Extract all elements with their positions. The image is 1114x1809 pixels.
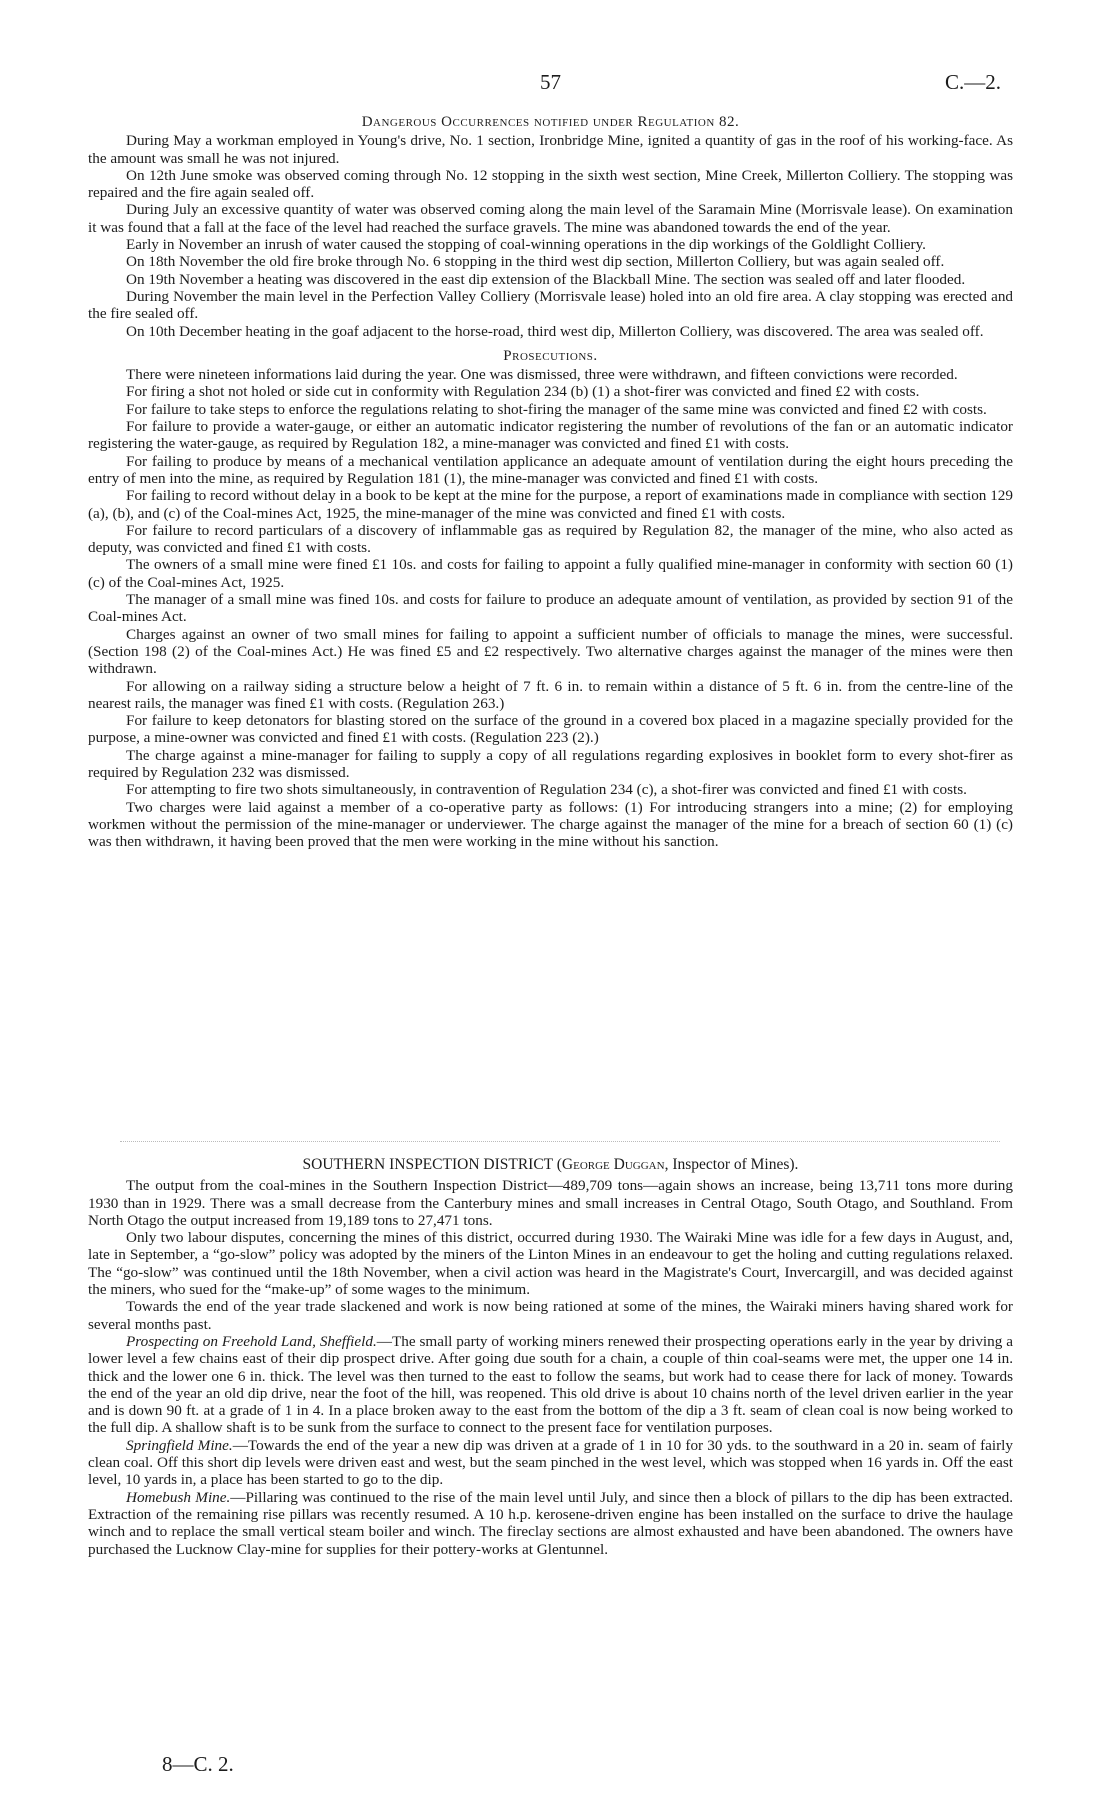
paragraph: For failure to record particulars of a discovery of inflammable gas as required by Regulation 82, the manager of the mine, who also acted as deputy, was convicted and fined £1 with costs. (88, 521, 1013, 557)
paragraph: During July an excessive quantity of water was observed coming along the main level of the Saramain Mine (Morrisvale lease). On examination it was found that a fall at the face of the level had reached the surface gravels. The mine was abandoned towards the end of the year. (88, 201, 1013, 236)
paragraph: During May a workman employed in Young's drive, No. 1 section, Ironbridge Mine, ignited a quantity of gas in the roof of his working-face. As the amount was small he was not injured. (88, 132, 1013, 167)
paragraph: For failure to provide a water-gauge, or either an automatic indicator registering the number of revolutions of the fan or an automatic indicator registering the water-gauge, as required by Regulation 182, a mine-manager was convicted and fined £1 with costs. (88, 418, 1013, 453)
paragraph-springfield (88, 1437, 1013, 1489)
paragraph: The owners of a small mine were fined £1 10s. and costs for failing to appoint a fully qualified mine-manager in conformity with section 60 (1) (c) of the Coal-mines Act, 1925. (88, 556, 1013, 591)
paragraph-sheffield (88, 1333, 1013, 1437)
dangerous-occurrences-heading: Dangerous Occurrences notified under Regulation 82. (361, 114, 740, 130)
paragraph: For failing to record without delay in a book to be kept at the mine for the purpose, a report of examinations made in compliance with section 129 (a), (b), and (c) of the Coal-mines Act, 1925, the mine-manager of the mine was convicted and fined £1 with costs. (88, 487, 1013, 522)
sheffield-text: —The small party of working miners renewed their prospecting operations early in the year by driving a lower level a few chains east of their dip prospect drive. After going due south for a chain, a couple of thin coal-seams were met, the upper one 14 in. thick and the lower one 6 in. thick. The level was then turned to the east to follow the seams, but work had to cease there for lack of money. Towards the end of the year an old dip drive, near the foot of the hill, was reopened. This old drive is about 10 chains north of the level driven earlier in the year and is down 90 ft. at a grade of 1 in 4. In a place broken away to the east from the bottom of the dip a 3 ft. seam of clean coal is now being worked to the full dip. A shallow shaft is to be sunk from the surface to connect to the present face for ventilation purposes. (88, 1332, 1013, 1437)
paragraph: On 10th December heating in the goaf adjacent to the horse-road, third west dip, Millerton Colliery, was discovered. The area was sealed off. (126, 322, 984, 340)
paragraph: On 18th November the old fire broke through No. 6 stopping in the third west dip section, Millerton Colliery, but was again sealed off. (126, 253, 945, 271)
homebush-title: Homebush Mine. (126, 1488, 231, 1506)
paragraph: For attempting to fire two shots simultaneously, in contravention of Regulation 234 (c), a shot-firer was convicted and fined £1 with costs. (126, 781, 967, 799)
paragraph: For allowing on a railway siding a structure below a height of 7 ft. 6 in. to remain within a distance of 5 ft. 6 in. from the centre-line of the nearest rails, the manager was fined £1 with costs. (Regulation 263.) (88, 677, 1013, 712)
page-number: 57 (540, 70, 561, 94)
inspector-name: George Duggan (561, 1156, 665, 1173)
district-heading-main: SOUTHERN INSPECTION DISTRICT ( (302, 1156, 562, 1173)
paragraph: For failure to take steps to enforce the regulations relating to shot-firing the manager of the same mine was convicted and fined £2 with costs. (126, 400, 987, 418)
footer-signature: 8—C. 2. (162, 1752, 234, 1776)
paragraph: For failure to keep detonators for blasting stored on the surface of the ground in a covered box placed in a magazine specially provided for the purpose, a mine-owner was convicted and fined £1 with costs. (Regulation 223 (2).) (88, 712, 1013, 747)
paragraph: On 19th November a heating was discovered in the east dip extension of the Blackball Mine. The section was sealed off and later flooded. (126, 270, 966, 288)
paragraph: The output from the coal-mines in the Southern Inspection District—489,709 tons—again shows an increase, being 13,711 tons more during 1930 than in 1929. There was a small decrease from the Canterbury mines and small increases in Central Otago, South Otago, and Southland. From North Otago the output increased from 19,189 tons to 27,471 tons. (88, 1177, 1013, 1229)
paragraph-homebush (88, 1489, 1013, 1558)
paragraph: The charge against a mine-manager for failing to supply a copy of all regulations regarding explosives in booklet form to every shot-firer as required by Regulation 232 was dismissed. (88, 746, 1013, 781)
springfield-title: Springfield Mine. (126, 1436, 233, 1454)
paragraph: For firing a shot not holed or side cut in conformity with Regulation 234 (b) (1) a shot-firer was convicted and fined £2 with costs. (126, 383, 920, 401)
paragraph: During November the main level in the Perfection Valley Colliery (Morrisvale lease) holed into an old fire area. A clay stopping was erected and the fire sealed off. (88, 287, 1013, 323)
upper-body (88, 112, 1013, 850)
document-reference: C.—2. (945, 70, 1002, 94)
sheffield-title: Prospecting on Freehold Land, Sheffield. (126, 1332, 377, 1350)
paragraph: Early in November an inrush of water caused the stopping of coal-winning operations in the dip workings of the Goldlight Colliery. (126, 236, 926, 254)
paragraph: Towards the end of the year trade slackened and work is now being rationed at some of the mines, the Wairaki miners having shared work for several months past. (88, 1298, 1013, 1333)
prosecutions-heading: Prosecutions. (503, 347, 598, 364)
paragraph: For failing to produce by means of a mechanical ventilation applicance an adequate amount of ventilation during the eight hours preceding the entry of men into the mine, as required by Regulation 181 (1), the mine-manager was convicted and fined £1 with costs. (88, 452, 1013, 487)
paragraph: Two charges were laid against a member of a co-operative party as follows: (1) For introducing strangers into a mine; (2) for employing workmen without the permission of the mine-manager or underviewer. The charge against the manager of the mine for a breach of section 60 (1) (c) was then withdrawn, it having been proved that the men were working in the mine without his sanction. (88, 798, 1013, 851)
paragraph: There were nineteen informations laid during the year. One was dismissed, three were withdrawn, and fifteen convictions were recorded. (126, 366, 958, 384)
paragraph: Charges against an owner of two small mines for failing to appoint a sufficient number of officials to manage the mines, were successful. (Section 198 (2) of the Coal-mines Act.) He was fined £5 and £2 respectively. Two alternative charges against the manager of the mines were then withdrawn. (88, 625, 1013, 678)
southern-district-heading (88, 1156, 1013, 1173)
paragraph: On 12th June smoke was observed coming through No. 12 stopping in the sixth west section, Mine Creek, Millerton Colliery. The stopping was repaired and the fire again sealed off. (88, 166, 1013, 202)
paragraph: The manager of a small mine was fined 10s. and costs for failure to produce an adequate amount of ventilation, as provided by section 91 of the Coal-mines Act. (88, 591, 1013, 626)
homebush-text: —Pillaring was continued to the rise of the main level until July, and since then a block of pillars to the dip has been extracted. Extraction of the remaining rise pillars was recently resumed. A 10 h.p. kerosene-driven engine has been installed on the surface to drive the haulage winch and to replace the small vertical steam boiler and winch. The fireclay sections are almost exhausted and have been abandoned. The owners have purchased the Lucknow Clay-mine for supplies for their pottery-works at Glentunnel. (88, 1488, 1013, 1558)
paragraph: Only two labour disputes, concerning the mines of this district, occurred during 1930. The Wairaki Mine was idle for a few days in August, and, late in September, a “go-slow” policy was adopted by the miners of the Linton Mines in an endeavour to get the holing and cutting regulations relaxed. The “go-slow” was continued until the 18th November, when a civil action was heard in the Magistrate's Court, Invercargill, and was decided against the miners, who sued for the “make-up” of some wages to the minimum. (88, 1229, 1013, 1299)
lower-body (88, 1156, 1013, 1558)
section-divider (120, 1141, 1000, 1142)
district-heading-rest: , Inspector of Mines). (664, 1156, 799, 1173)
springfield-text: —Towards the end of the year a new dip was driven at a grade of 1 in 10 for 30 yds. to the southward in a 20 in. seam of fairly clean coal. Off this short dip levels were driven east and west, but the seam pinched in the west level, which was stopped when 16 yards in. Off the east level, 10 yards in, a place has been started to go to the dip. (88, 1436, 1013, 1489)
